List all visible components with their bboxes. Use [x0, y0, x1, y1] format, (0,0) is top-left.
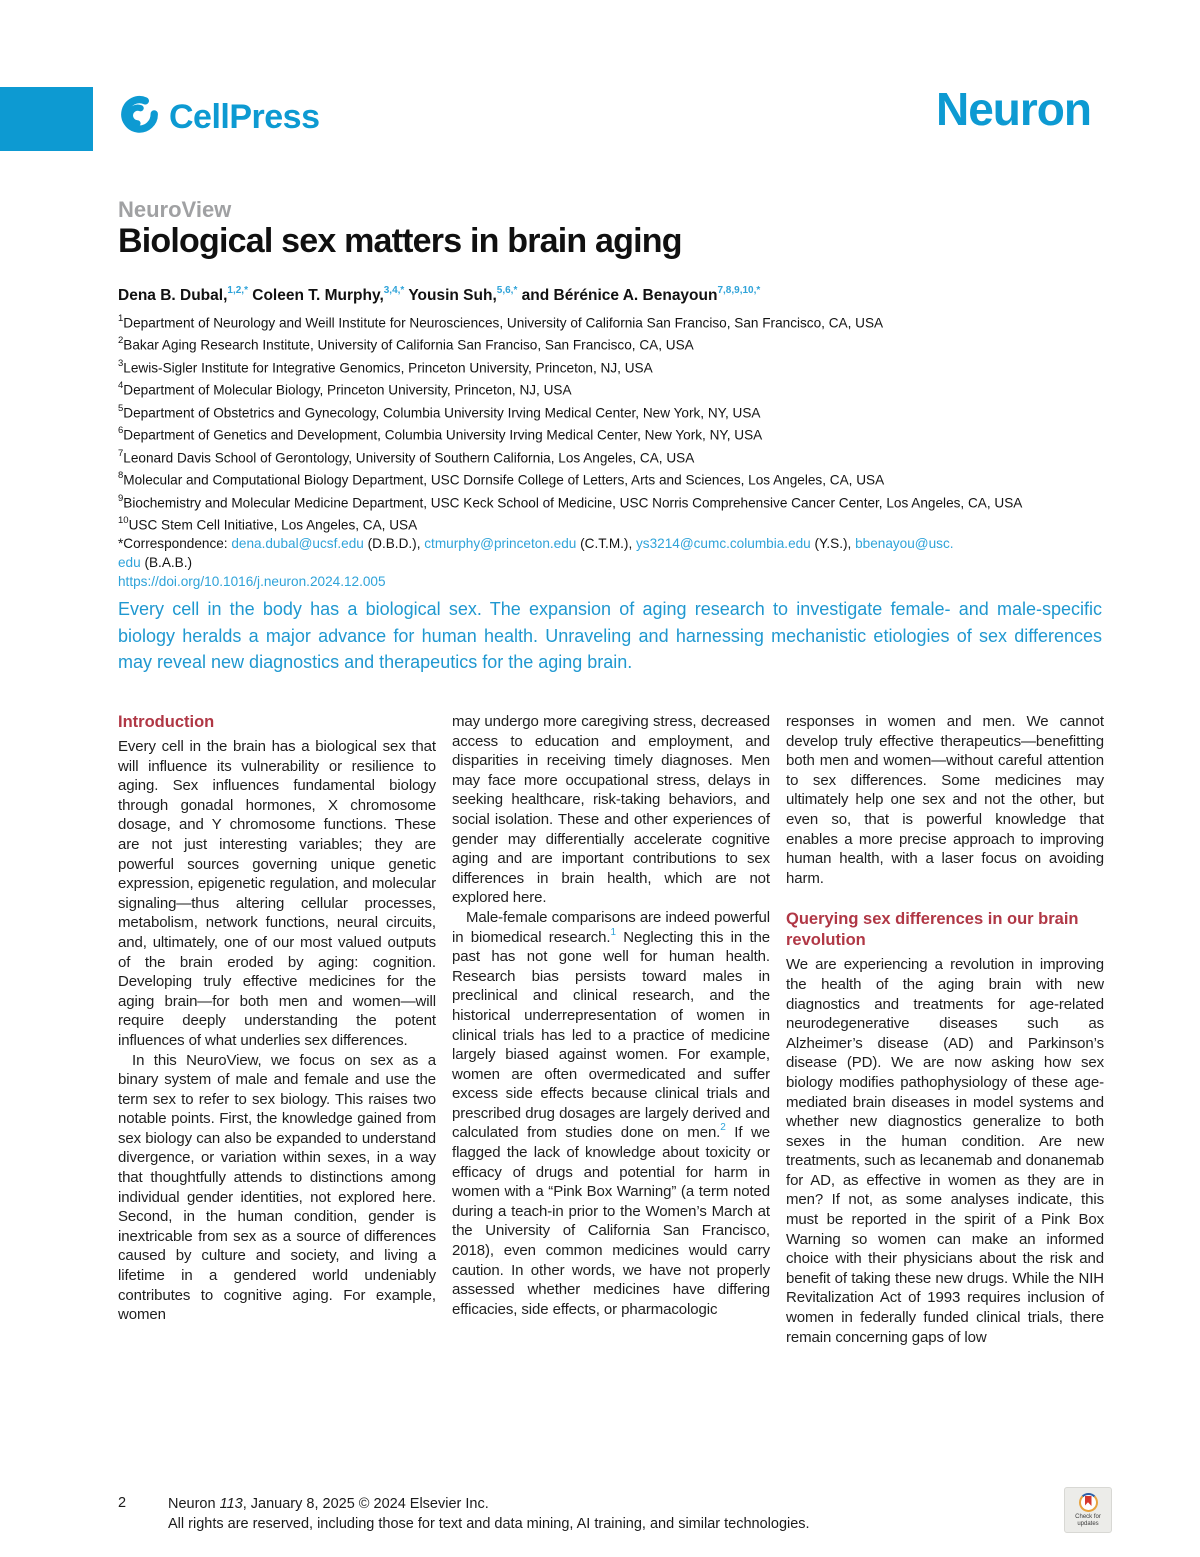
affiliation: $^9$Biochemistry and Molecular Medicine Department, USC Keck School of Medicine, USC Norris Comprehensive Cancer Center, Los Angeles, CA, USA	[118, 492, 1023, 511]
affiliation: $^2$Bakar Aging Research Institute, University of California San Franciso, San Francisco, CA, USA	[118, 335, 694, 353]
email-link[interactable]: ctmurphy@princeton.edu	[424, 536, 577, 552]
article-type-label: NeuroView	[118, 197, 232, 222]
reference-citation-2[interactable]: 2	[720, 1122, 726, 1134]
affiliation: $^{10}$USC Stem Cell Initiative, Los Angeles, CA, USA	[118, 514, 418, 533]
correspondence-line: *Correspondence: dena.dubal@ucsf.edu (D.B.D.), ctmurphy@princeton.edu (C.T.M.), ys3214@cumc.columbia.edu (Y.S.), bbenayou@usc. edu (B.A.B.)	[118, 536, 954, 571]
page-number: 2	[118, 1495, 127, 1511]
email-link[interactable]: dena.dubal@ucsf.edu	[231, 536, 364, 552]
crossmark-icon	[1079, 1493, 1098, 1512]
author: Coleen T. Murphy,	[247, 287, 384, 305]
footer-citation	[168, 1495, 948, 1534]
cellpress-wordmark: CellPress	[169, 98, 320, 136]
email-link[interactable]: ys3214@cumc.columbia.edu	[636, 536, 811, 552]
affiliation: $^1$Department of Neurology and Weill Institute for Neurosciences, University of California San Franciso, San Francisco, CA, USA	[118, 313, 884, 331]
author-affil-sup: 1,2,*	[227, 285, 248, 296]
affiliation: $^7$Leonard Davis School of Gerontology, University of Southern California, Los Angeles, CA, USA	[118, 447, 695, 466]
doi-line	[118, 573, 1103, 592]
footer-journal: Neuron	[168, 1496, 220, 1512]
page-edge-color-block	[0, 87, 93, 151]
cellpress-logo-icon	[118, 94, 160, 141]
footer-volume: 113	[219, 1496, 243, 1512]
author-line	[118, 286, 760, 305]
email-link[interactable]: edu	[118, 555, 141, 571]
affiliation: $^4$Department of Molecular Biology, Princeton University, Princeton, NJ, USA	[118, 380, 572, 398]
body-paragraph: Every cell in the brain has a biological sex that will influence its vulnerability or resilience to aging. Sex influences fundamental biology through gonadal hormones, X chromosome dosage, and Y chromosome functions. These are not just interesting variables; they are powerful sources governing unique genetic expression, epigenetic regulation, and molecular signaling—thus altering cellular processes, metabolism, network functions, neural circuits, and, ultimately, one of our most valued outputs of the brain eroded by aging: cognition. Developing truly effective medicines for the aging brain—for both men and women—will require deeply understanding the potent influences of what underlies sex differences.	[118, 738, 436, 1049]
abstract: Every cell in the body has a biological sex. The expansion of aging research to investigate female- and male-specific biology heralds a major advance for human health. Unraveling and harnessing mechanistic etiologies of sex differences may reveal new diagnostics and therapeutics for the aging brain.	[118, 599, 1102, 672]
column-2	[452, 712, 770, 1347]
journal-wordmark: Neuron	[936, 83, 1091, 135]
body-paragraph: Male-female comparisons are indeed powerful in biomedical research.$^1$ Neglecting this in the past has not gone well for human health. Research bias persists toward males in preclinical and clinical research, and the historical underrepresentation of women in clinical trials has led to a practice of medicine largely biased against women. For example, women are often overmedicated and suffer excess side effects because clinical trials and prescribed drug dosages are largely derived and calculated from studies done on men.$^2$ If we flagged the lack of knowledge about toxicity or efficacy of drugs and potential for harm in women with a “Pink Box Warning” (a term noted during a teach-in prior to the Women’s March at the University of California San Francisco, 2018), even common medicines would carry caution. In other words, we have not properly assessed whether medicines have differing efficacies, side effects, or pharmacologic	[452, 908, 770, 1318]
body-paragraph: We are experiencing a revolution in improving the health of the aging brain with new diagnostics and treatments for age-related neurodegenerative diseases such as Alzheimer’s disease (AD) and Parkinson’s disease (PD). We are now asking how sex biology modifies pathophysiology of these age-mediated brain diseases in model systems and whether new diagnostics generalize to both sexes in the human condition. Are new treatments, such as lecanemab and donanemab for AD, as effective in women as they are in men? If not, as some analyses indicate, this must be reported in the spirit of a Pink Box Warning so women can make an informed choice with their physicians about the risk and benefit of taking these new drugs. While the NIH Revitalization Act of 1993 requires inclusion of women in federally funded clinical trials, there remain concerning gaps of low	[786, 956, 1104, 1346]
email-link[interactable]: bbenayou@usc.	[855, 536, 954, 552]
article-title: Biological sex matters in brain aging	[118, 222, 682, 260]
check-for-updates-badge[interactable]	[1064, 1487, 1112, 1533]
section-heading-introduction: Introduction	[118, 713, 215, 731]
bookmark-icon	[1085, 1496, 1092, 1506]
author-affil-sup: 3,4,*	[383, 285, 405, 296]
body-paragraph: may undergo more caregiving stress, decreased access to education and employment, and disparities in receiving timely diagnoses. Men may face more occupational stress, delays in seeking healthcare, risk-taking behaviors, and social isolation. These and other experiences of gender may differentially accelerate cognitive aging and are important contributions to sex differences in brain health, which are not explored here.	[452, 713, 770, 907]
author-affil-sup: 7,8,9,10,*	[717, 285, 761, 296]
author: Yousin Suh,	[404, 287, 497, 305]
affiliation: $^5$Department of Obstetrics and Gynecology, Columbia University Irving Medical Center, New York, NY, USA	[118, 402, 761, 421]
article-body	[118, 712, 1104, 1347]
column-1	[118, 712, 436, 1347]
section-heading-querying: Querying sex differences in our brain revolution	[786, 910, 1079, 950]
affiliations-block	[118, 311, 1103, 592]
doi-link[interactable]: https://doi.org/10.1016/j.neuron.2024.12.005	[118, 574, 386, 590]
author-affil-sup: 5,6,*	[496, 285, 518, 296]
reference-citation-1[interactable]: 1	[610, 926, 616, 938]
affiliation: $^6$Department of Genetics and Development, Columbia University Irving Medical Center, New York, NY, USA	[118, 425, 763, 443]
crossmark-label: Check for updates	[1075, 1514, 1101, 1527]
footer-issue-date: , January 8, 2025 © 2024 Elsevier Inc.	[242, 1496, 489, 1512]
cellpress-logo	[118, 94, 320, 141]
affiliation: $^3$Lewis-Sigler Institute for Integrative Genomics, Princeton University, Princeton, NJ, USA	[118, 357, 653, 376]
author: Dena B. Dubal,	[118, 287, 228, 305]
footer-rights: All rights are reserved, including those for text and data mining, AI training, and similar technologies.	[168, 1515, 810, 1532]
body-paragraph: In this NeuroView, we focus on sex as a binary system of male and female and use the term sex to refer to sex biology. This raises two notable points. First, the knowledge gained from sex biology can also be expanded to understand divergence, or variation within sexes, in a way that thoughtfully attends to distinctions among individual gender identities, not explored here. Second, in the human condition, gender is inextricable from sex as a source of differences caused by culture and society, and living a lifetime in a gendered world undeniably contributes to cognitive aging. For example, women	[118, 1051, 436, 1324]
affiliation: $^8$Molecular and Computational Biology Department, USC Dornsife College of Letters, Arts and Sciences, Los Angeles, CA, USA	[118, 470, 885, 488]
column-3	[786, 712, 1104, 1347]
body-paragraph: responses in women and men. We cannot develop truly effective therapeutics—benefitting both men and women—without careful attention to sex differences. Some medicines may ultimately help one sex and not the other, but even so, that is powerful knowledge that enables a more precise approach to improving human health, with a laser focus on avoiding harm.	[786, 713, 1104, 887]
author: and Bérénice A. Benayoun	[517, 287, 718, 305]
